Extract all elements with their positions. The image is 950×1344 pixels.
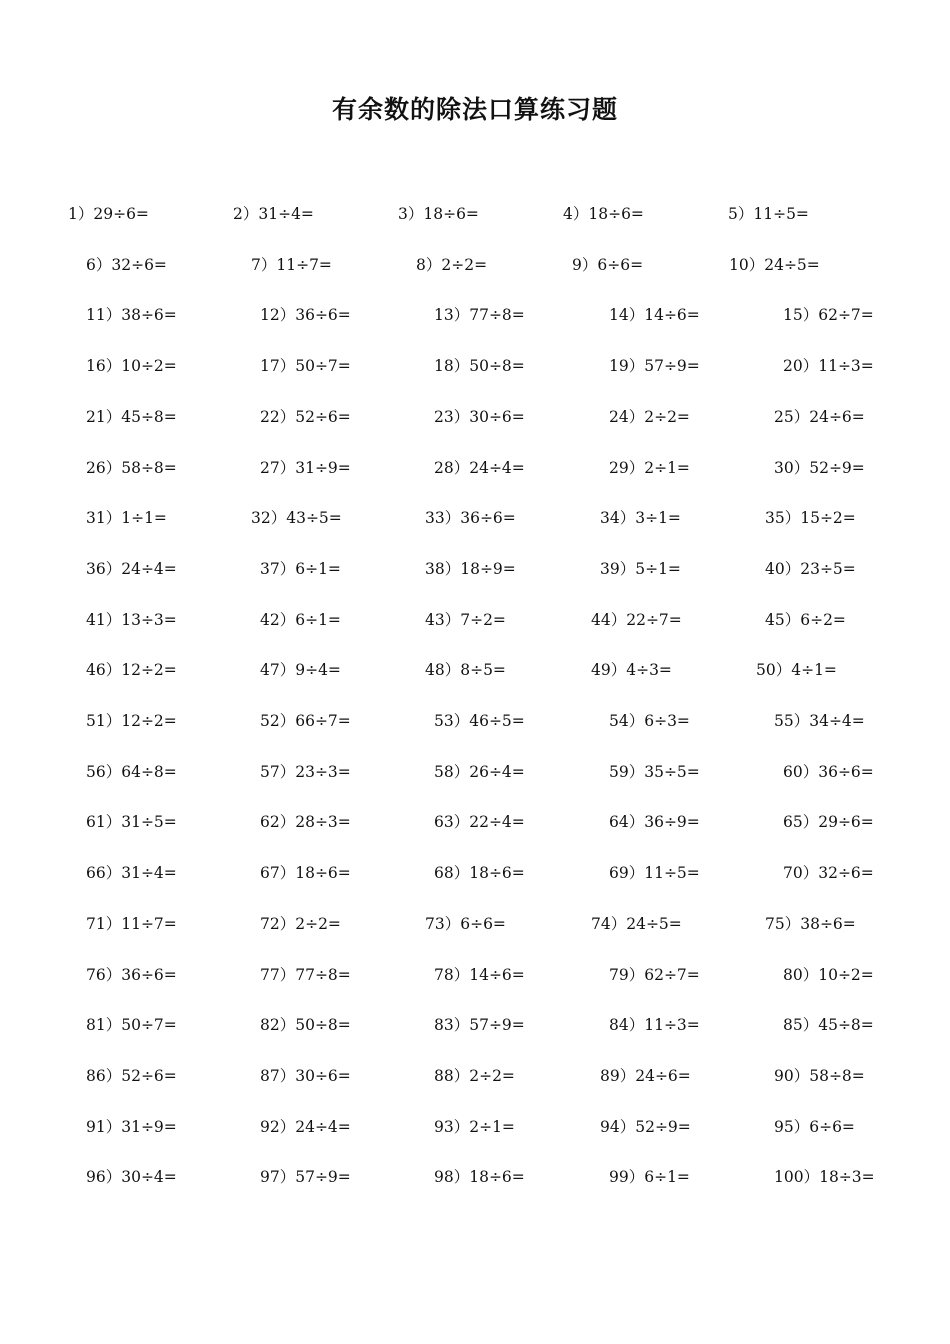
problem-item: 33）36÷6= [425,509,516,528]
problem-item: 6）32÷6= [86,255,167,274]
problem-item: 48）8÷5= [425,661,506,680]
problem-item: 80）10÷2= [783,965,874,984]
problem-item: 73）6÷6= [425,914,506,933]
problem-item: 65）29÷6= [783,813,874,832]
problem-item: 82）50÷8= [260,1016,351,1035]
problem-item: 34）3÷1= [600,509,681,528]
problem-item: 88）2÷2= [434,1066,515,1085]
problem-item: 8）2÷2= [416,255,488,274]
problem-item: 74）24÷5= [591,914,682,933]
problem-item: 43）7÷2= [425,610,506,629]
problem-item: 97）57÷9= [260,1168,351,1187]
problem-item: 56）64÷8= [86,762,177,781]
problem-item: 27）31÷9= [260,458,351,477]
problem-item: 70）32÷6= [783,864,874,883]
problem-item: 25）24÷6= [774,407,865,426]
problem-item: 42）6÷1= [260,610,341,629]
problem-item: 4）18÷6= [563,205,644,223]
problem-item: 38）18÷9= [425,559,516,578]
problem-item: 86）52÷6= [86,1066,177,1085]
problem-item: 61）31÷5= [86,813,177,832]
problem-item: 79）62÷7= [609,965,700,984]
problem-item: 99）6÷1= [609,1168,690,1187]
problem-item: 20）11÷3= [783,357,874,376]
problem-item: 37）6÷1= [260,559,341,578]
problem-item: 100）18÷3= [774,1168,875,1187]
problem-item: 87）30÷6= [260,1066,351,1085]
problem-item: 16）10÷2= [86,357,177,376]
problem-item: 41）13÷3= [86,610,177,629]
problem-item: 91）31÷9= [86,1117,177,1136]
problem-item: 11）38÷6= [86,306,177,325]
problem-item: 35）15÷2= [765,509,856,528]
problem-item: 39）5÷1= [600,559,681,578]
problem-item: 47）9÷4= [260,661,341,680]
problem-item: 14）14÷6= [609,306,700,325]
problem-item: 51）12÷2= [86,712,177,730]
problem-item: 53）46÷5= [434,712,525,730]
problem-item: 49）4÷3= [591,661,672,680]
problem-item: 5）11÷5= [728,205,809,223]
problem-item: 23）30÷6= [434,407,525,426]
problem-item: 29）2÷1= [609,458,690,477]
problem-item: 50）4÷1= [756,661,837,680]
problem-item: 67）18÷6= [260,864,351,883]
problem-item: 17）50÷7= [260,357,351,376]
problem-item: 52）66÷7= [260,712,351,730]
problem-item: 21）45÷8= [86,407,177,426]
problem-item: 93）2÷1= [434,1117,515,1136]
problem-item: 78）14÷6= [434,965,525,984]
problem-item: 62）28÷3= [260,813,351,832]
problem-item: 63）22÷4= [434,813,525,832]
problem-item: 58）26÷4= [434,762,525,781]
problem-item: 40）23÷5= [765,559,856,578]
problem-item: 31）1÷1= [86,509,167,528]
problem-item: 9）6÷6= [572,255,644,274]
problem-item: 3）18÷6= [398,205,479,223]
problem-item: 15）62÷7= [783,306,874,325]
problem-item: 96）30÷4= [86,1168,177,1187]
problem-item: 44）22÷7= [591,610,682,629]
problem-item: 18）50÷8= [434,357,525,376]
problem-item: 46）12÷2= [86,661,177,680]
problem-item: 83）57÷9= [434,1016,525,1035]
problem-item: 81）50÷7= [86,1016,177,1035]
problem-item: 26）58÷8= [86,458,177,477]
problem-item: 84）11÷3= [609,1016,700,1035]
problem-item: 71）11÷7= [86,914,177,933]
problem-item: 76）36÷6= [86,965,177,984]
problem-item: 57）23÷3= [260,762,351,781]
problem-item: 55）34÷4= [774,712,865,730]
problem-item: 92）24÷4= [260,1117,351,1136]
problem-item: 64）36÷9= [609,813,700,832]
problem-item: 60）36÷6= [783,762,874,781]
problem-item: 68）18÷6= [434,864,525,883]
problem-item: 32）43÷5= [251,509,342,528]
problem-item: 10）24÷5= [729,255,820,274]
problem-item: 36）24÷4= [86,559,177,578]
problem-item: 19）57÷9= [609,357,700,376]
problem-item: 95）6÷6= [774,1117,855,1136]
problem-item: 77）77÷8= [260,965,351,984]
problem-item: 54）6÷3= [609,712,690,730]
problem-item: 7）11÷7= [251,255,332,274]
problem-item: 66）31÷4= [86,864,177,883]
problem-item: 89）24÷6= [600,1066,691,1085]
problem-item: 12）36÷6= [260,306,351,325]
problem-item: 24）2÷2= [609,407,690,426]
problem-item: 22）52÷6= [260,407,351,426]
problem-item: 28）24÷4= [434,458,525,477]
problem-item: 75）38÷6= [765,914,856,933]
problem-item: 13）77÷8= [434,306,525,325]
problem-item: 59）35÷5= [609,762,700,781]
problem-item: 69）11÷5= [609,864,700,883]
problem-item: 85）45÷8= [783,1016,874,1035]
page-title: 有余数的除法口算练习题 [331,95,618,124]
problem-item: 1）29÷6= [68,205,149,223]
problem-item: 94）52÷9= [600,1117,691,1136]
problem-item: 45）6÷2= [765,610,846,629]
problem-item: 2）31÷4= [233,205,314,223]
problem-item: 30）52÷9= [774,458,865,477]
problem-item: 72）2÷2= [260,914,341,933]
problem-item: 90）58÷8= [774,1066,865,1085]
problem-item: 98）18÷6= [434,1168,525,1187]
